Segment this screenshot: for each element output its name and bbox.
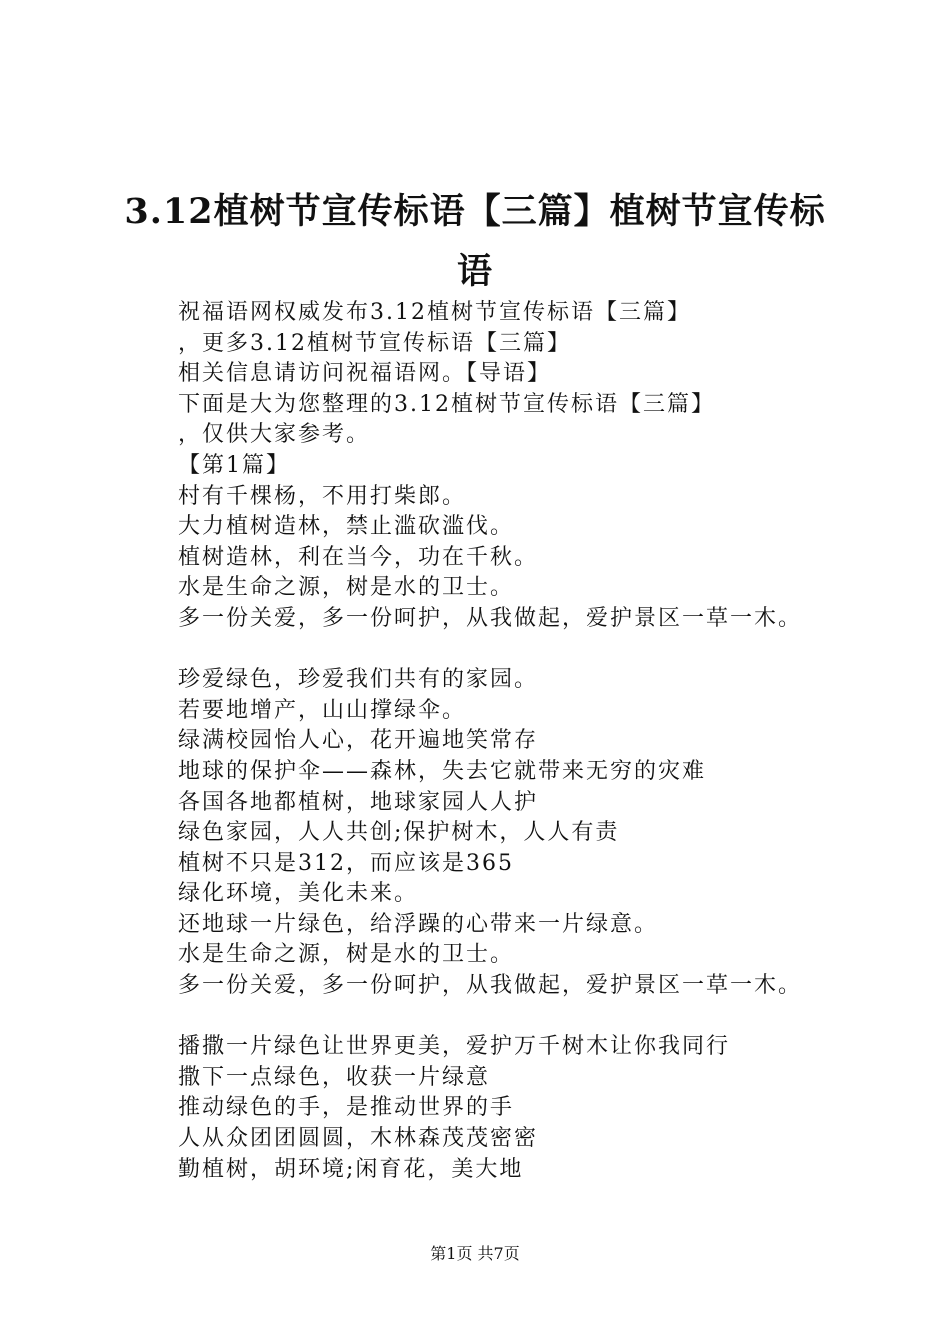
text-line: 植树不只是312，而应该是365 <box>178 850 514 876</box>
text-line: 多一份关爱，多一份呵护，从我做起，爱护景区一草一木。 <box>178 973 803 999</box>
text-line: ，仅供大家参考。 <box>178 422 371 448</box>
text-line: 植树造林，利在当今，功在千秋。 <box>178 544 539 570</box>
blank-line <box>178 635 938 666</box>
text-line: 【第1篇】 <box>178 452 290 478</box>
text-line: 绿满校园怡人心，花开遍地笑常存 <box>178 728 539 754</box>
text-line: 勤植树，胡环境;闲育花，美大地 <box>178 1156 524 1182</box>
text-line: 各国各地都植树，地球家园人人护 <box>178 789 539 815</box>
text-line: 地球的保护伞——森林，失去它就带来无穷的灾难 <box>178 758 707 784</box>
text-line: 绿化环境，美化未来。 <box>178 881 419 907</box>
document-body <box>178 298 938 1185</box>
text-line: 下面是大为您整理的3.12植树节宣传标语【三篇】 <box>178 391 715 417</box>
document-title: 3.12植树节宣传标语【三篇】植树节宣传标语 <box>124 191 826 292</box>
text-line: 绿色家园，人人共创;保护树木，人人有责 <box>178 820 620 846</box>
text-line: 还地球一片绿色，给浮躁的心带来一片绿意。 <box>178 911 659 937</box>
text-line: 大力植树造林，禁止滥砍滥伐。 <box>178 514 515 540</box>
text-line: 村有千棵杨，不用打柴郎。 <box>178 483 467 509</box>
text-line: 珍爱绿色，珍爱我们共有的家园。 <box>178 667 539 693</box>
text-line: 若要地增产，山山撑绿伞。 <box>178 697 467 723</box>
text-line: 撒下一点绿色，收获一片绿意 <box>178 1064 491 1090</box>
text-line: 多一份关爱，多一份呵护，从我做起，爱护景区一草一木。 <box>178 605 803 631</box>
text-line: 水是生命之源，树是水的卫士。 <box>178 575 515 601</box>
text-line: ，更多3.12植树节宣传标语【三篇】 <box>178 330 571 356</box>
text-line: 人从众团团圆圆，木林森茂茂密密 <box>178 1126 539 1152</box>
text-line: 推动绿色的手，是推动世界的手 <box>178 1095 515 1121</box>
text-line: 相关信息请访问祝福语网。【导语】 <box>178 361 552 387</box>
blank-line <box>178 1002 938 1033</box>
page-footer: 第1页 共7页 <box>430 1244 520 1263</box>
text-line: 播撒一片绿色让世界更美，爱护万千树木让你我同行 <box>178 1034 731 1060</box>
text-line: 祝福语网权威发布3.12植树节宣传标语【三篇】 <box>178 300 691 325</box>
text-line: 水是生命之源，树是水的卫士。 <box>178 942 515 968</box>
